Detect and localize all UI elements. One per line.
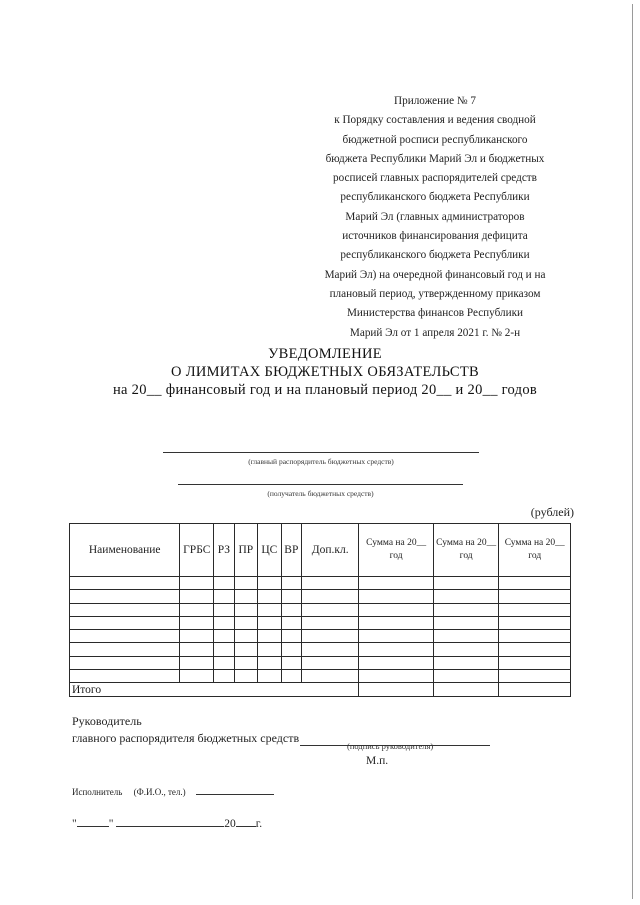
quote-close: " xyxy=(108,818,114,830)
appendix-line: Приложение № 7 xyxy=(394,95,476,107)
executor-row xyxy=(72,787,274,797)
executor-field[interactable] xyxy=(196,794,274,795)
total-sum-1[interactable] xyxy=(359,683,434,697)
table-row xyxy=(70,670,571,683)
table-row xyxy=(70,656,571,669)
recipient-caption: (получатель бюджетных средств) xyxy=(267,489,374,498)
quote-open: " xyxy=(72,818,77,830)
col-header-sum-1: Сумма на 20__ год xyxy=(359,524,434,577)
appendix-line: Марий Эл от 1 апреля 2021 г. № 2-н xyxy=(349,326,521,339)
col-header-dopkl: Доп.кл. xyxy=(302,524,359,577)
appendix-line: источников финансирования дефицита xyxy=(342,230,528,243)
total-sum-3[interactable] xyxy=(499,683,571,697)
limits-table xyxy=(69,523,571,697)
appendix-line: республиканского бюджета Республики xyxy=(340,191,530,204)
col-header-name: Наименование xyxy=(70,524,180,577)
table-row xyxy=(70,577,571,590)
col-header-sum-2: Сумма на 20__ год xyxy=(433,524,498,577)
table-total-row xyxy=(70,683,571,697)
appendix-line: к Порядку составления и ведения сводной xyxy=(334,114,536,127)
recipient-field[interactable] xyxy=(178,484,463,485)
table-row xyxy=(70,590,571,603)
executor-detail: (Ф.И.О., тел.) xyxy=(133,787,186,797)
total-sum-2[interactable] xyxy=(433,683,498,697)
main-manager-caption: (главный распорядитель бюджетных средств) xyxy=(248,457,394,466)
table-row xyxy=(70,630,571,643)
signature-caption: (подпись руководителя) xyxy=(347,741,434,751)
appendix-line: бюджета Республики Марий Эл и бюджетных xyxy=(325,152,545,165)
month-field[interactable] xyxy=(116,816,224,827)
executor-label: Исполнитель xyxy=(72,787,123,797)
table-row xyxy=(70,603,571,616)
year-field[interactable] xyxy=(236,816,256,827)
notice-title xyxy=(60,345,590,399)
signature-block xyxy=(72,713,299,747)
col-header-grbs: ГРБС xyxy=(180,524,214,577)
head-label: Руководитель xyxy=(72,714,142,728)
currency-note: (рублей) xyxy=(530,505,574,519)
year-prefix: 20 xyxy=(224,818,236,830)
appendix-line: росписей главных распорядителей средств xyxy=(333,172,537,185)
title-line-3: на 20__ финансовый год и на плановый период 20__ и 20__ годов xyxy=(112,382,538,398)
appendix-line: бюджетной росписи республиканского xyxy=(342,133,528,146)
date-row xyxy=(72,816,262,830)
title-line-2: О ЛИМИТАХ БЮДЖЕТНЫХ ОБЯЗАТЕЛЬСТВ xyxy=(171,364,479,380)
col-header-vr: ВР xyxy=(281,524,301,577)
head-org-label: главного распорядителя бюджетных средств xyxy=(72,731,300,745)
table-row xyxy=(70,643,571,656)
year-suffix: г. xyxy=(255,818,263,830)
appendix-line: республиканского бюджета Республики xyxy=(340,249,530,262)
appendix-line: плановый период, утвержденному приказом xyxy=(329,287,541,300)
title-line-1: УВЕДОМЛЕНИЕ xyxy=(268,346,382,362)
table-header-row xyxy=(70,524,571,577)
stamp-mark: М.п. xyxy=(366,755,389,767)
appendix-line: Марий Эл) на очередной финансовый год и на xyxy=(324,268,546,281)
appendix-line: Марий Эл (главных администраторов xyxy=(345,210,525,223)
col-header-pr: ПР xyxy=(234,524,258,577)
table-row xyxy=(70,616,571,629)
appendix-line: Министерства финансов Республики xyxy=(346,307,523,320)
col-header-sum-3: Сумма на 20__ год xyxy=(499,524,571,577)
total-label: Итого xyxy=(70,683,359,697)
col-header-cs: ЦС xyxy=(258,524,282,577)
main-manager-field[interactable] xyxy=(163,452,479,453)
col-header-rz: РЗ xyxy=(214,524,234,577)
day-field[interactable] xyxy=(77,816,109,827)
appendix-header xyxy=(300,92,570,343)
